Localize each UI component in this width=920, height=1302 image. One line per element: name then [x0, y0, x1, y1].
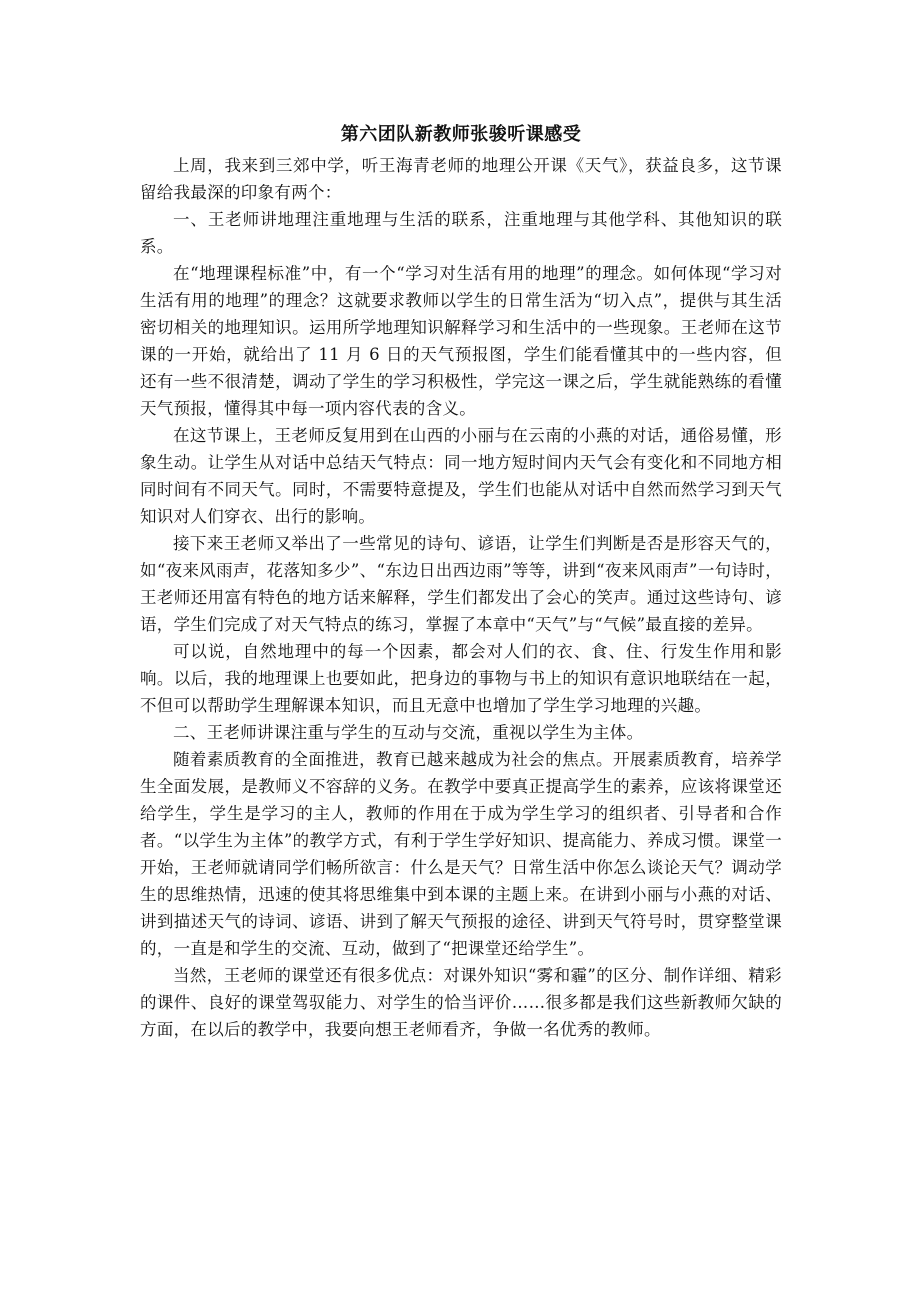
document-title: 第六团队新教师张骏听课感受: [340, 124, 582, 145]
paragraph-1: 上周，我来到三郊中学，听王海青老师的地理公开课《天气》，获益良多，这节课留给我最深的印象有两个：: [140, 156, 782, 202]
paragraph-7: 二、王老师讲课注重与学生的互动与交流，重视以学生为主体。: [173, 723, 644, 742]
paragraph-2: 一、王老师讲地理注重地理与生活的联系，注重地理与其他学科、其他知识的联系。: [140, 210, 782, 256]
document-page: [140, 118, 782, 1043]
paragraph-8: 随着素质教育的全面推进，教育已越来越成为社会的焦点。开展素质教育，培养学生全面发展，是教师义不容辞的义务。在教学中要真正提高学生的素养，应该将课堂还给学生，学生是学习的主人，教师的作用在于成为学生学习的组织者、引导者和合作者。“以学生为主体”的教学方式，有利于学生学好知识、提高能力、养成习惯。课堂一开始，王老师就请同学们畅所欲言：什么是天气？日常生活中你怎么谈论天气？调动学生的思维热情，迅速的使其将思维集中到本课的主题上来。在讲到小丽与小燕的对话、讲到描述天气的诗词、谚语、讲到了解天气预报的途径、讲到天气符号时，贯穿整堂课的，一直是和学生的交流、互动，做到了“把课堂还给学生”。: [140, 750, 782, 958]
paragraph-9: 当然，王老师的课堂还有很多优点：对课外知识“雾和霾”的区分、制作详细、精彩的课件、良好的课堂驾驭能力、对学生的恰当评价……很多都是我们这些新教师欠缺的方面，在以后的教学中，我要向想王老师看齐，争做一名优秀的教师。: [140, 966, 782, 1039]
paragraph-4: 在这节课上，王老师反复用到在山西的小丽与在云南的小燕的对话，通俗易懂，形象生动。让学生从对话中总结天气特点：同一地方短时间内天气会有变化和不同地方相同时间有不同天气。同时，不需要特意提及，学生们也能从对话中自然而然学习到天气知识对人们穿衣、出行的影响。: [140, 426, 782, 526]
paragraph-6: 可以说，自然地理中的每一个因素，都会对人们的衣、食、住、行发生作用和影响。以后，我的地理课上也要如此，把身边的事物与书上的知识有意识地联结在一起，不但可以帮助学生理解课本知识，而且无意中也增加了学生学习地理的兴趣。: [140, 642, 782, 715]
paragraph-5: 接下来王老师又举出了一些常见的诗句、谚语，让学生们判断是否是形容天气的，如“夜来风雨声，花落知多少”、“东边日出西边雨”等等，讲到“夜来风雨声”一句诗时，王老师还用富有特色的地方话来解释，学生们都发出了会心的笑声。通过这些诗句、谚语，学生们完成了对天气特点的练习，掌握了本章中“天气”与“气候”最直接的差异。: [140, 534, 782, 634]
paragraph-3: 在“地理课程标准”中，有一个“学习对生活有用的地理”的理念。如何体现“学习对生活有用的地理”的理念？这就要求教师以学生的日常生活为“切入点”，提供与其生活密切相关的地理知识。运用所学地理知识解释学习和生活中的一些现象。王老师在这节课的一开始，就给出了 11 月 6 日的天气预报图，学生们能看懂其中的一些内容，但还有一些不很清楚，调动了学生的学习积极性，学完这一课之后，学生就能熟练的看懂天气预报，懂得其中每一项内容代表的含义。: [140, 264, 782, 418]
